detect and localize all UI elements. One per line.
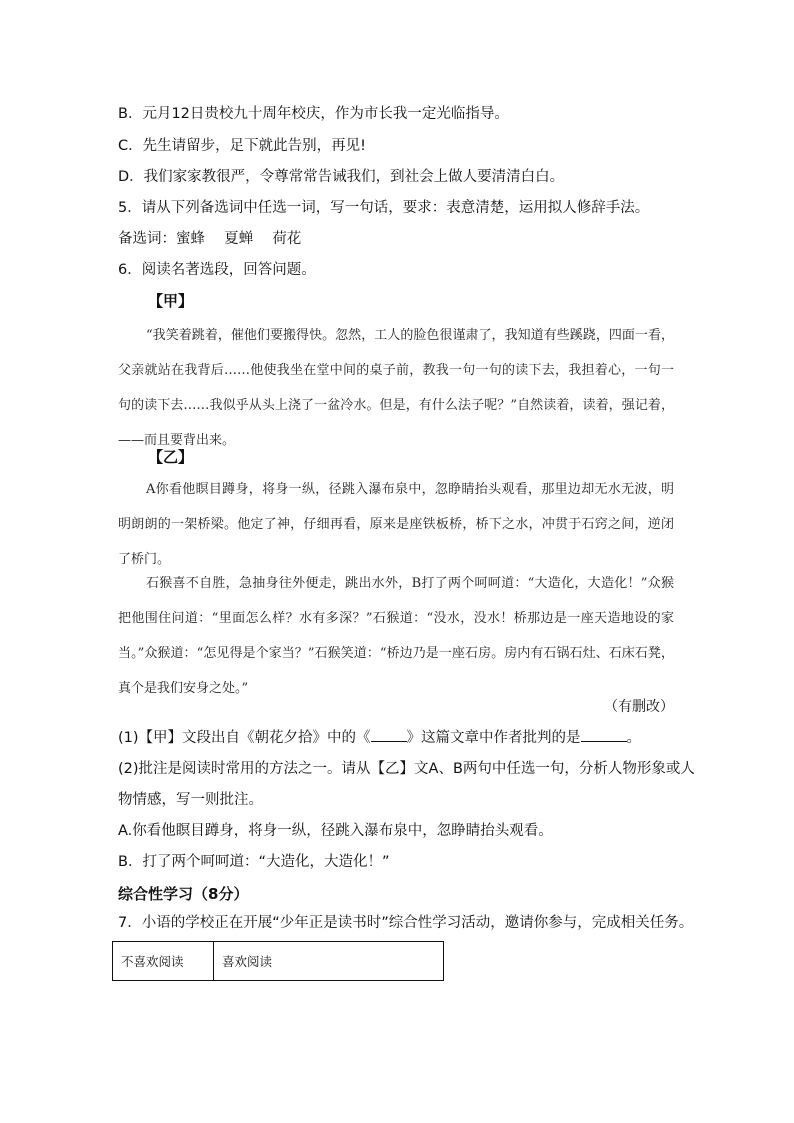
sub-question-1 <box>118 728 641 747</box>
option-d-line: D．我们家家教很严，令尊常常告诫我们，到社会上做人要清清白白。 <box>118 169 565 185</box>
abridged-note: （有删改） <box>604 699 674 715</box>
sub-question-2-line-2: 物情感，写一则批注。 <box>118 792 263 808</box>
question-6: 6．阅读名著选段，回答问题。 <box>118 262 316 278</box>
table-cell-like-reading: 喜欢阅读 <box>214 942 444 981</box>
sub-question-1-suffix: 。 <box>626 730 642 746</box>
passage-yi-paragraph-1: A你看他瞑目蹲身，将身一纵，径跳入瀑布泉中，忽睁睛抬头观看，那里边却无水无波，明明朗朗的一架桥梁。他定了神，仔细再看，原来是座铁板桥，桥下之水，冲贯于石窍之间，逆闭了桥门。 <box>118 482 674 567</box>
answer-blank-title[interactable] <box>371 728 407 742</box>
question-5: 5．请从下列备选词中任选一词，写一句话，要求：表意清楚，运用拟人修辞手法。 <box>118 200 650 216</box>
passage-yi-label: 【乙】 <box>148 448 194 466</box>
section-heading: 综合性学习（8分） <box>118 885 249 903</box>
sub-question-1-middle: 》这篇文章中作者批判的是 <box>406 730 581 746</box>
table-cell-dislike-reading: 不喜欢阅读 <box>113 942 214 981</box>
table-row <box>113 942 444 981</box>
question-7: 7．小语的学校正在开展“少年正是读书时”综合性学习活动，邀请你参与，完成相关任务。 <box>118 915 694 931</box>
candidate-words: 备选词：蜜蜂 夏蝉 荷花 <box>118 231 302 247</box>
passage-yi-paragraph-2: 石猴喜不自胜，急抽身往外便走，跳出水外，B打了两个呵呵道：“大造化，大造化！”众猴把他围住问道：“里面怎么样？水有多深？”石猴道：“没水，没水！桥那边是一座天造地设的家当。”众猴道：“怎见得是个家当？”石猴笑道：“桥边乃是一座石房。房内有石锅石灶、石床石凳，真个是我们安身之处。” <box>118 576 674 696</box>
choice-a: A.你看他瞑目蹲身，将身一纵，径跳入瀑布泉中，忽睁睛抬头观看。 <box>118 823 553 839</box>
sub-question-1-prefix: (1)【甲】文段出自《朝花夕拾》中的《 <box>118 730 371 746</box>
choice-b: B．打了两个呵呵道：“大造化，大造化！” <box>118 854 390 870</box>
option-c-line: C．先生请留步，足下就此告别，再见! <box>118 138 366 154</box>
reading-survey-table <box>112 941 444 981</box>
sub-question-2-line-1: (2)批注是阅读时常用的方法之一。请从【乙】文A、B两句中任选一句，分析人物形象或人 <box>118 761 695 777</box>
option-b-line: B．元月12日贵校九十周年校庆，作为市长我一定光临指导。 <box>118 106 509 122</box>
passage-jia-label: 【甲】 <box>148 292 194 310</box>
answer-blank-criticism[interactable] <box>581 728 627 742</box>
passage-jia-text: “我笑着跳着，催他们要搬得快。忽然，工人的脸色很谨肃了，我知道有些蹊跷，四面一看，父亲就站在我背后……他使我坐在堂中间的桌子前，教我一句一句的读下去，我担着心，一句一句的读下去……我似乎从头上浇了一盆冷水。但是，有什么法子呢？”自然读着，读着，强记着，——而且要背出来。 <box>118 328 674 448</box>
